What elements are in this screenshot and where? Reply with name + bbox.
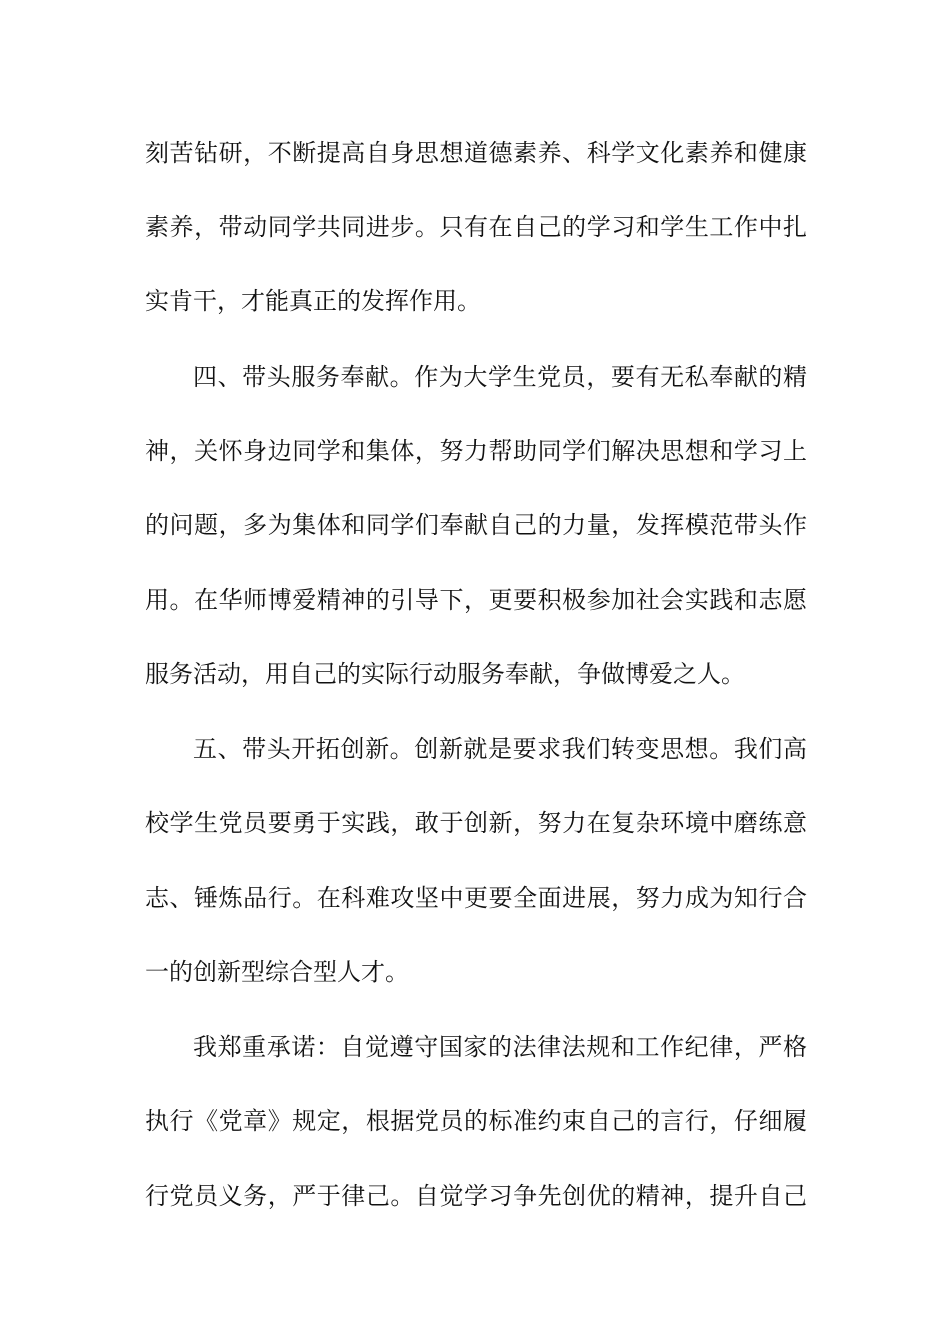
text-line: 神，关怀身边同学和集体，努力帮助同学们解决思想和学习上 (145, 437, 807, 465)
text-line: 执行《党章》规定，根据党员的标准约束自己的言行，仔细履 (145, 1107, 807, 1135)
text-line: 行党员义务，严于律己。自觉学习争先创优的精神，提升自己 (145, 1182, 807, 1210)
text-line: 一的创新型综合型人才。 (145, 958, 409, 986)
text-line: 用。在华师博爱精神的引导下，更要积极参加社会实践和志愿 (145, 586, 807, 614)
text-line: 的问题，多为集体和同学们奉献自己的力量，发挥模范带头作 (145, 511, 807, 539)
paragraph-first-line: 五、带头开拓创新。创新就是要求我们转变思想。我们高 (193, 735, 807, 763)
paragraph-first-line: 四、带头服务奉献。作为大学生党员，要有无私奉献的精 (193, 363, 807, 391)
text-line: 志、锤炼品行。在科难攻坚中更要全面进展，努力成为知行合 (145, 884, 807, 912)
text-line: 实肯干，才能真正的发挥作用。 (145, 287, 481, 315)
paragraph-first-line: 我郑重承诺：自觉遵守国家的法律法规和工作纪律，严格 (193, 1033, 807, 1061)
text-line: 素养，带动同学共同进步。只有在自己的学习和学生工作中扎 (145, 213, 807, 241)
text-line: 服务活动，用自己的实际行动服务奉献，争做博爱之人。 (145, 660, 745, 688)
text-line: 刻苦钻研，不断提高自身思想道德素养、科学文化素养和健康 (145, 139, 807, 167)
text-line: 校学生党员要勇于实践，敢于创新，努力在复杂环境中磨练意 (145, 809, 807, 837)
